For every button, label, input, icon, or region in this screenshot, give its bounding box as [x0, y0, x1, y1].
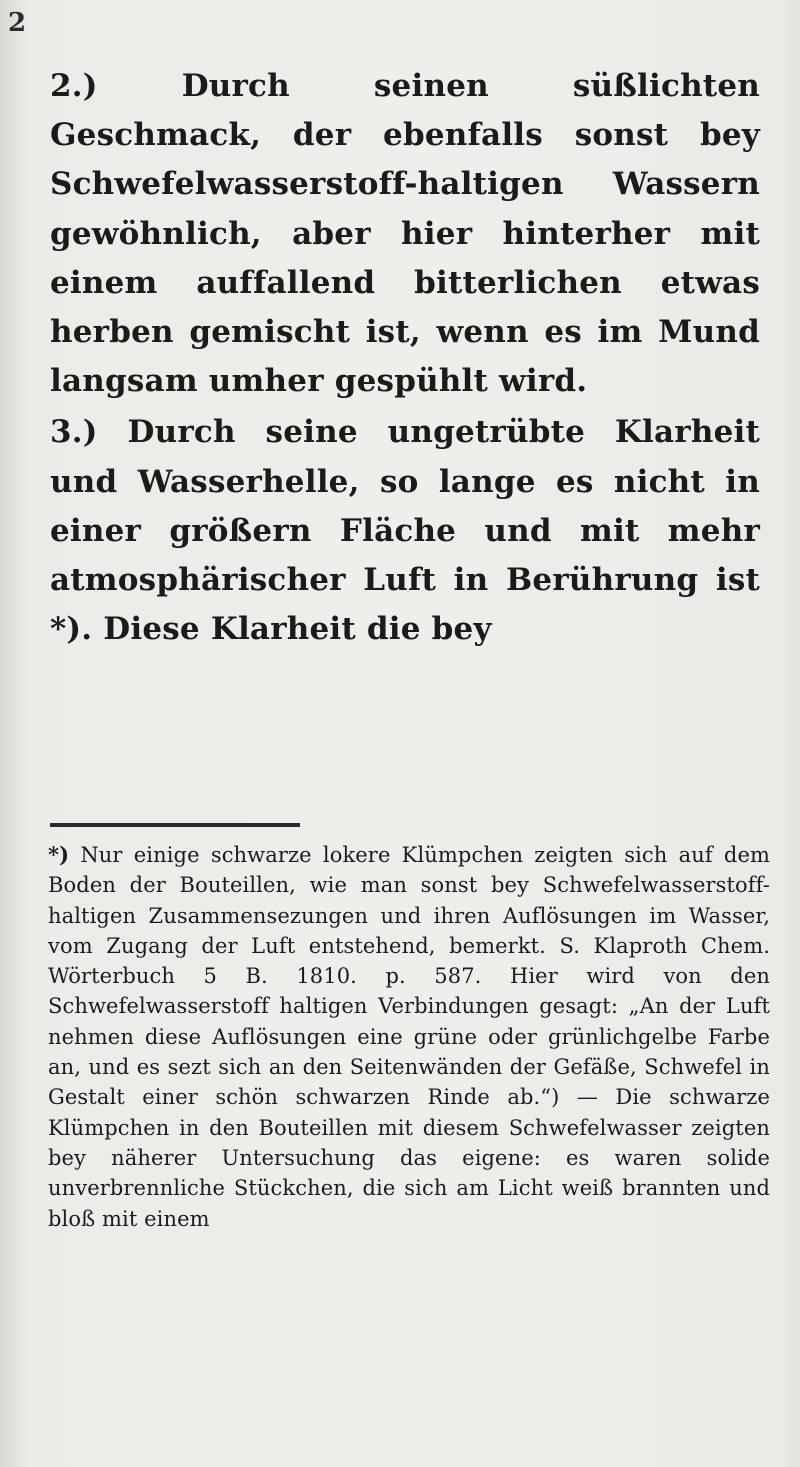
paragraph-3	[50, 408, 760, 654]
paragraph-3-text: Durch seine ungetrübte Klarheit und Wasserhelle, so lange es nicht in einer größern Fläche und mit mehr atmosphärischer Luft in Berührung ist *). Diese Klarheit die bey	[50, 414, 760, 648]
paragraph-3-number: 3.)	[50, 414, 98, 451]
paragraph-2-text: Durch seinen süßlichten Geschmack, der ebenfalls sonst bey Schwefelwasserstoff-haltigen Wassern gewöhnlich, aber hier hinterher mit einem auffallend bitterlichen etwas herben gemischt ist, wenn es im Mund langsam umher gespühlt wird.	[50, 68, 760, 400]
footnote-text: Nur einige schwarze lokere Klümpchen zeigten sich auf dem Boden der Bouteillen, wie man sonst bey Schwefelwasserstoff-haltigen Zusammensezungen und ihren Auflösungen im Wasser, vom Zugang der Luft entstehend, bemerkt. S. Klaproth Chem. Wörterbuch 5 B. 1810. p. 587. Hier wird von den Schwefelwasserstoff haltigen Verbindungen gesagt: „An der Luft nehmen diese Auflösungen eine grüne oder grünlichgelbe Farbe an, und es sezt sich an den Seitenwänden der Gefäße, Schwefel in Gestalt einer schön schwarzen Rinde ab.“) — Die schwarze Klümpchen in den Bouteillen mit diesem Schwefelwasser zeigten bey näherer Untersuchung das eigene: es waren solide unverbrennliche Stückchen, die sich am Licht weiß brannten und bloß mit einem	[48, 843, 770, 1231]
footnote	[48, 840, 770, 1234]
main-text-block	[50, 62, 760, 656]
footnote-divider	[50, 823, 300, 827]
page-corner-mark: 2	[8, 8, 27, 38]
paragraph-2-number: 2.)	[50, 68, 98, 104]
footnote-marker: *)	[48, 842, 70, 867]
footnote-paragraph	[48, 840, 770, 1234]
paragraph-2	[50, 62, 760, 406]
